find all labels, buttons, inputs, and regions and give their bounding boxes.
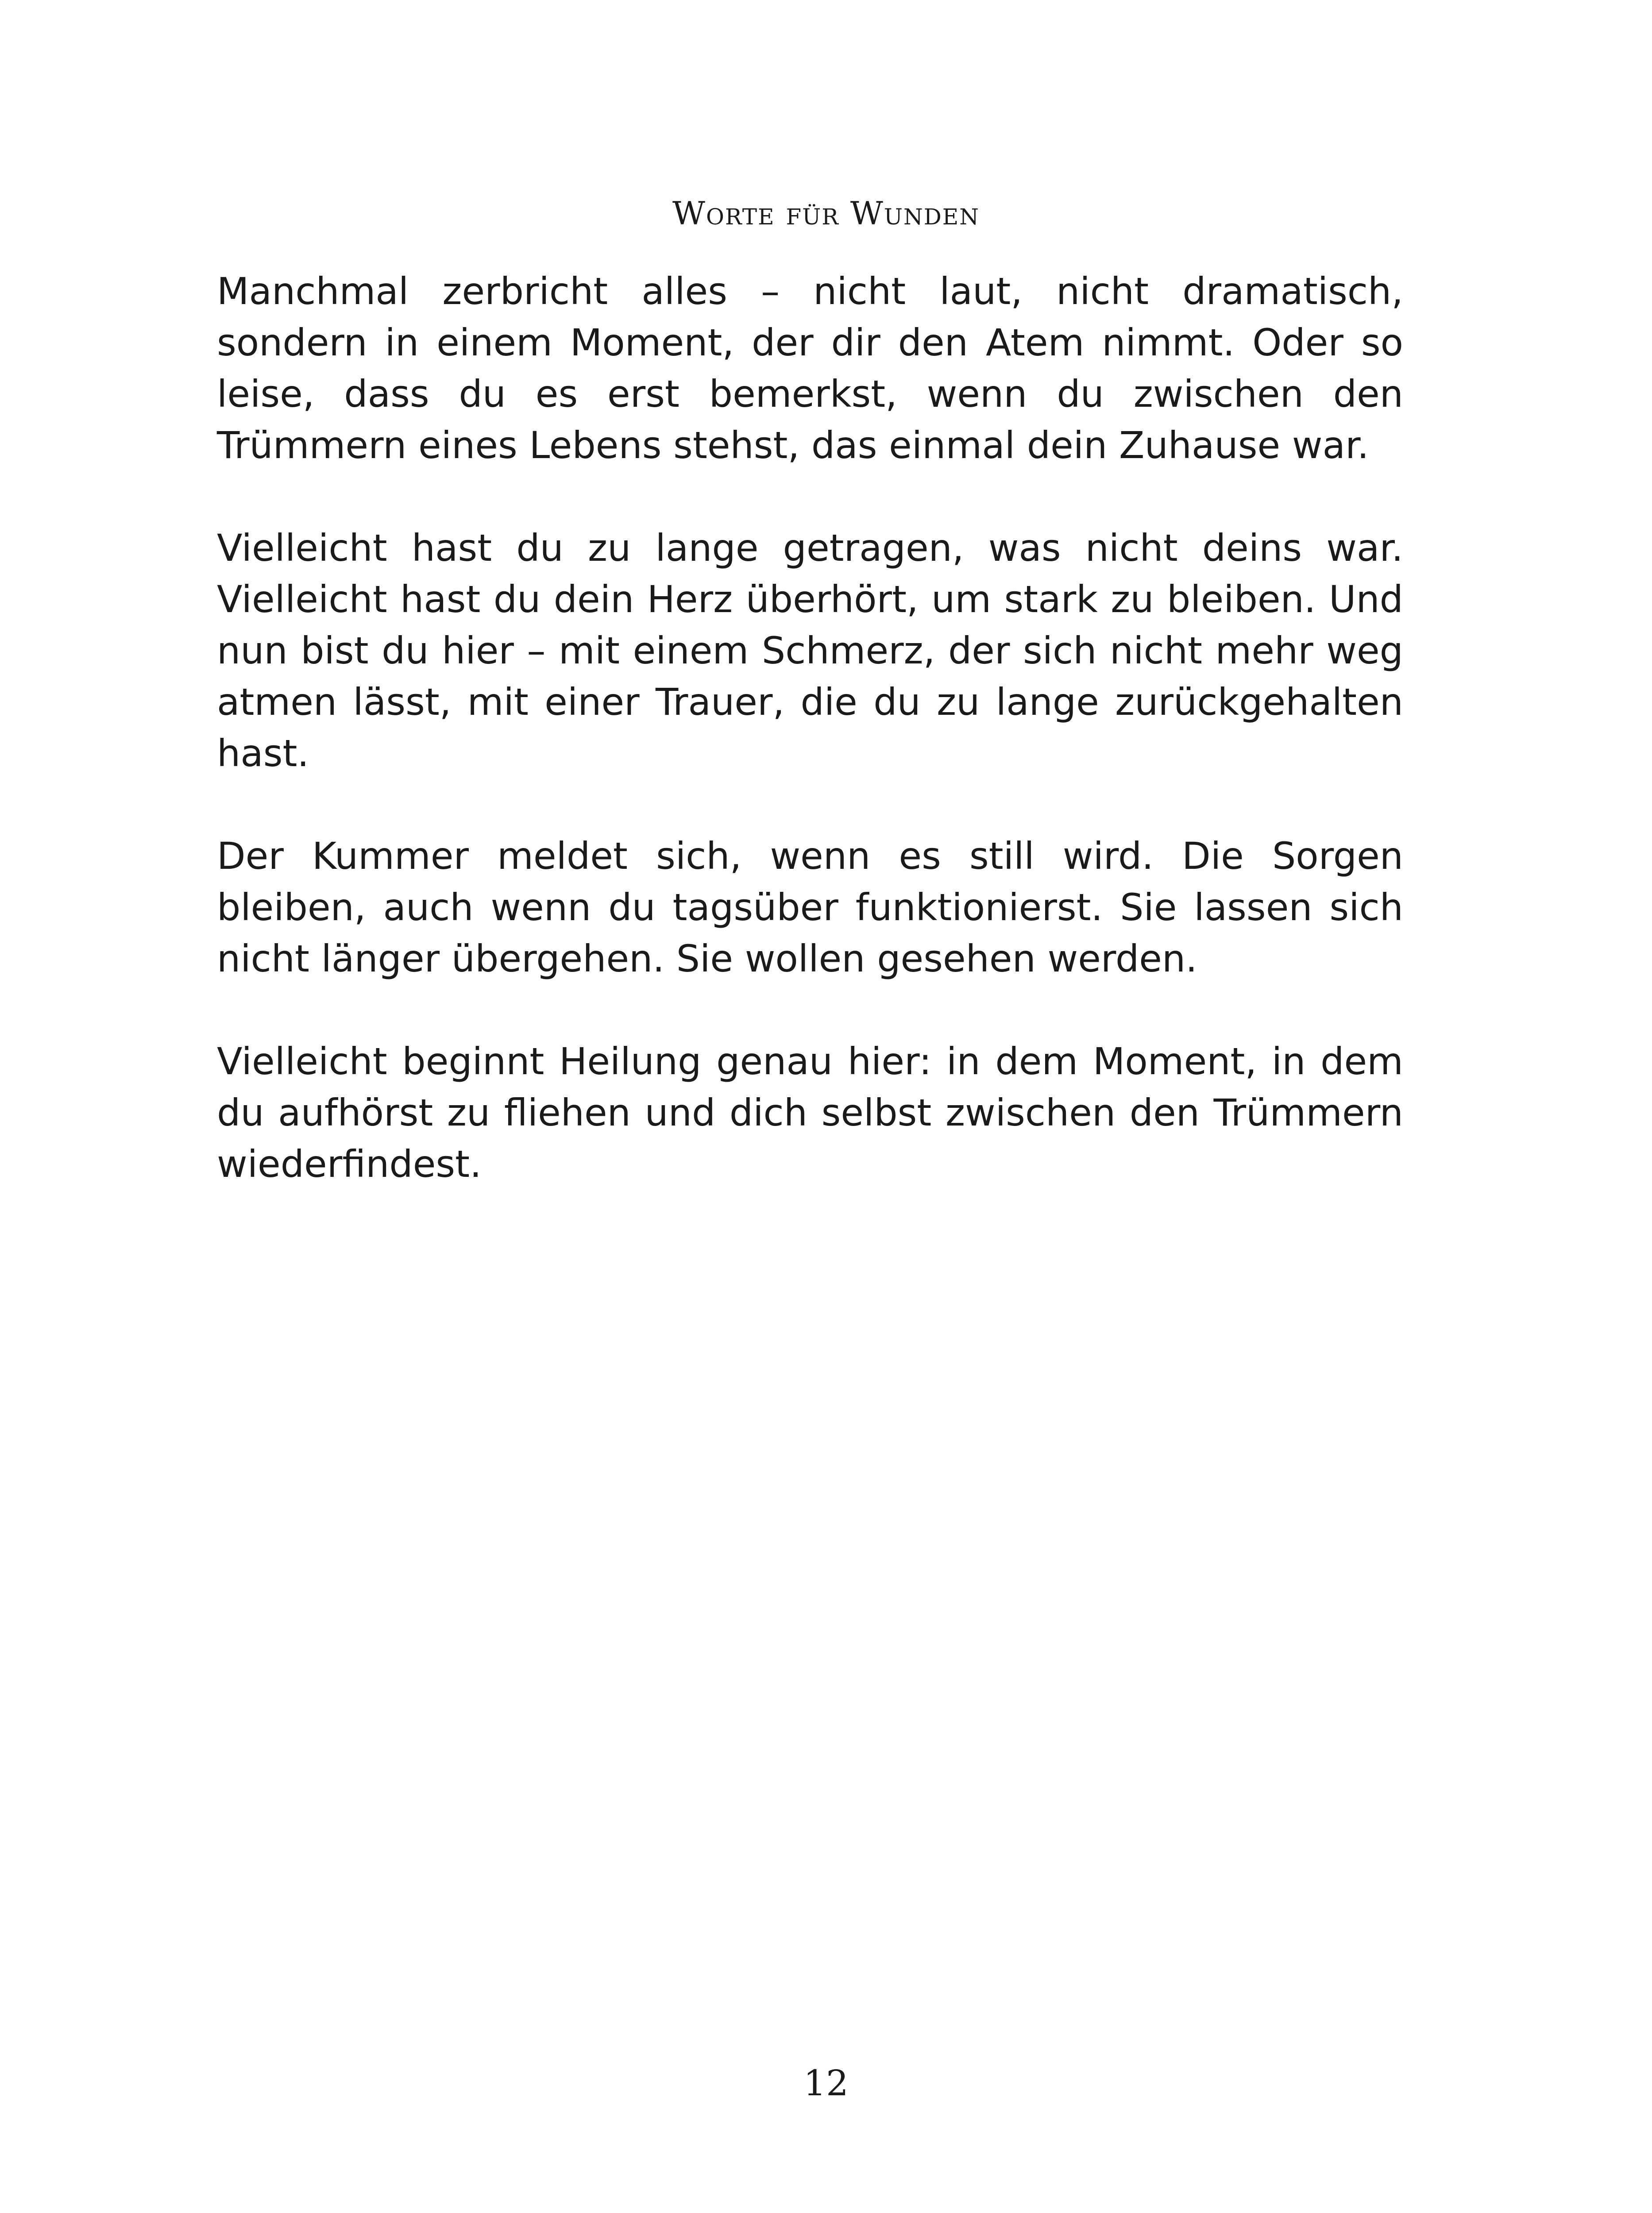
body-text	[217, 266, 1403, 1190]
paragraph-3: Der Kummer meldet sich, wenn es still wird. Die Sorgen bleiben, auch wenn du tagsüber funktionierst. Sie lassen sich nicht länger übergehen. Sie wollen gesehen werden.	[217, 834, 1403, 980]
paragraph-1: Manchmal zerbricht alles – nicht laut, nicht dramatisch, sondern in einem Moment, der dir den Atem nimmt. Oder so leise, dass du es erst bemerkst, wenn du zwischen den Trümmern eines Lebens stehst, das einmal dein Zuhause war.	[217, 270, 1403, 467]
page-number: 12	[803, 2063, 849, 2104]
running-head: Worte für Wunden	[672, 195, 980, 232]
paragraph-2: Vielleicht hast du zu lange getragen, was nicht deins war. Vielleicht hast du dein Herz überhört, um stark zu bleiben. Und nun bist du hier – mit einem Schmerz, der sich nicht mehr weg atmen lässt, mit einer Trauer, die du zu lange zurückgehalten hast.	[217, 526, 1403, 775]
paragraph-4: Vielleicht beginnt Heilung genau hier: in dem Moment, in dem du aufhörst zu fliehen und dich selbst zwischen den Trümmern wiederfindest.	[217, 1040, 1403, 1186]
